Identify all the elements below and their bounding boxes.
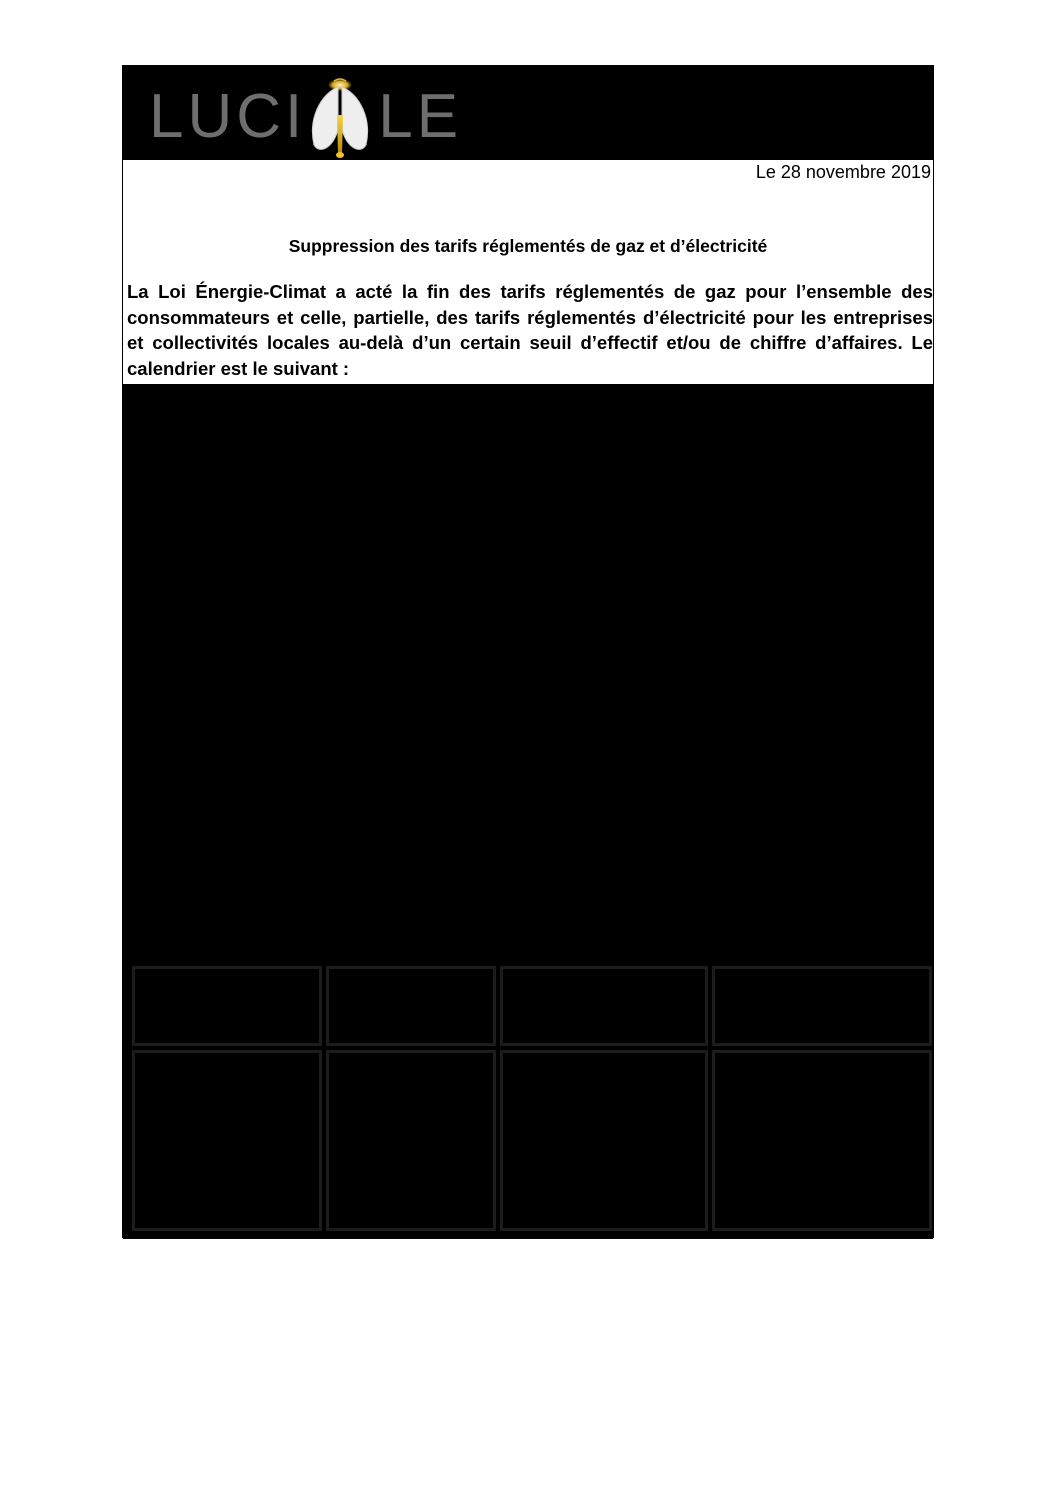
logo-text-left: LUCI: [149, 82, 307, 151]
table-row: [132, 1050, 932, 1231]
table-cell: [500, 966, 708, 1046]
document-date: Le 28 novembre 2019: [755, 162, 931, 182]
table-cell: [326, 966, 496, 1046]
table-cell: [712, 1050, 932, 1231]
table-cell: [132, 966, 322, 1046]
calendar-figure: [123, 384, 933, 962]
table-cell: [712, 966, 932, 1046]
document-page: [122, 65, 934, 1238]
document-title: Suppression des tarifs réglementés de gaz et d’électricité: [288, 236, 768, 256]
table-cell: [132, 1050, 322, 1231]
logo-text-right: LE: [378, 82, 463, 151]
calendar-table-container: [123, 960, 933, 1239]
luciole-logo: [149, 74, 462, 160]
calendar-table: [128, 962, 936, 1235]
table-cell: [326, 1050, 496, 1231]
table-cell: [500, 1050, 708, 1231]
intro-paragraph: La Loi Énergie-Climat a acté la fin des tarifs réglementés de gaz pour l’ensemble des consommateurs et celle, partielle, des tarifs réglementés d’électricité pour les entreprises et collectivités locales au-delà d’un certain seuil d’effectif et/ou de chiffre d’affaires. Le calendrier est le suivant :: [127, 281, 933, 379]
table-row: [132, 966, 932, 1046]
firefly-icon: [304, 75, 376, 159]
header-band: [123, 66, 933, 160]
